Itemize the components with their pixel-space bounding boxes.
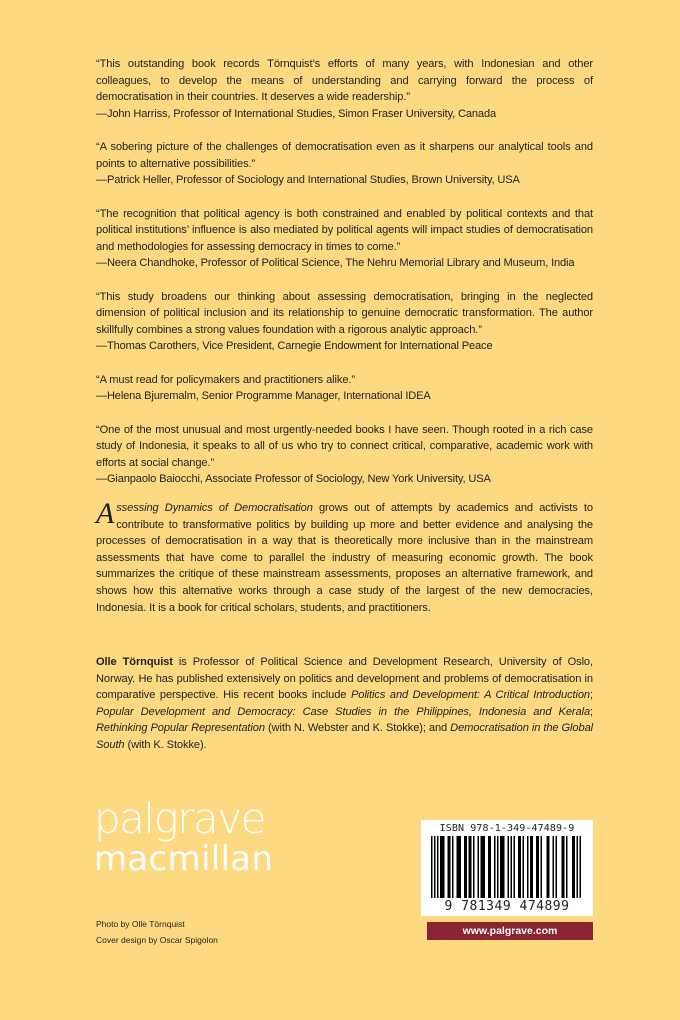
barcode-bar <box>452 836 454 898</box>
publisher-logo <box>94 794 274 879</box>
barcode-bar <box>541 836 543 898</box>
book-reference: Politics and Development: A Critical Introduction <box>350 689 591 702</box>
isbn-label: ISBN 978-1-349-47489-9 <box>439 823 575 834</box>
description-text: grows out of attempts by academics and activists to contribute to transformative politics by building up more and better evidence and analysing the processes of democratisation in a way that is theoretically more inclusive than in the mainstream assessments that have come to parallel the industry of measuring economic growth. The book summarizes the critique of these mainstream assessments, proposes an alternative framework, and shows how this alternative works through a case study of the largest of the new democracies, Indonesia. It is a book for critical scholars, students, and practitioners. <box>96 502 593 614</box>
endorsement-text: “The recognition that political agency is both constrained and enabled by political contexts and that political institutions’ influence is also mediated by political agents will impact studies of democratisation and methodologies for assessing democracy in times to come.” <box>96 207 593 253</box>
website-link[interactable]: www.palgrave.com <box>427 922 593 940</box>
barcode-bar <box>464 836 467 898</box>
barcode-bar <box>494 836 496 898</box>
barcode-bar <box>566 836 568 898</box>
barcode-bar <box>457 836 462 898</box>
endorsement-text: “A must read for policymakers and practitioners alike.” <box>96 373 356 386</box>
barcode-bar <box>580 836 582 898</box>
credits <box>96 916 218 948</box>
barcode-bars <box>429 836 585 898</box>
bio-text: (with N. Webster and K. Stokke); and <box>264 722 451 735</box>
bio-separator: ; <box>590 705 593 718</box>
barcode-bar <box>440 836 445 898</box>
book-reference: Rethinking Popular Representation <box>96 722 265 735</box>
barcode-bar <box>508 836 510 898</box>
barcode-bar <box>518 836 521 898</box>
endorsement-3 <box>96 206 593 272</box>
endorsement-text: “This study broadens our thinking about assessing democratisation, bringing in the neglected dimension of political inclusion and its relationship to genuine democratic transformation. The author skillfully combines a strong values foundation with a rigorous analytic approach.” <box>96 290 593 336</box>
bio-text: (with K. Stokke). <box>124 738 207 751</box>
barcode-bar <box>473 836 475 898</box>
drop-cap: A <box>96 497 115 530</box>
endorsement-attribution: —Helena Bjuremalm, Senior Programme Manager, International IDEA <box>96 390 431 402</box>
barcode-bar <box>572 836 575 898</box>
endorsement-attribution: —Gianpaolo Baiocchi, Associate Professor of Sociology, New York University, USA <box>96 473 491 485</box>
book-reference: Popular Development and Democracy: Case Studies in the Philippines, Indonesia and Kerala <box>96 705 591 718</box>
endorsement-2 <box>96 139 593 189</box>
book-description <box>96 497 593 616</box>
bio-separator: ; <box>590 689 593 702</box>
isbn-digits: 9 781349 474899 <box>444 899 570 914</box>
endorsement-5 <box>96 372 593 405</box>
barcode-bar <box>514 836 516 898</box>
barcode-bar <box>530 836 533 898</box>
barcode-bar <box>562 836 565 898</box>
endorsement-attribution: —Neera Chandhoke, Professor of Political Science, The Nehru Memorial Library and Museum, India <box>96 257 575 269</box>
design-credit: Cover design by Oscar Spigolon <box>96 935 218 945</box>
barcode-bar <box>478 836 480 898</box>
endorsement-text: “One of the most unusual and most urgently-needed books I have seen. Though rooted in a rich case study of Indonesia, it speaks to all of us who try to connect critical, comparative, academic work with efforts at social change.” <box>96 423 593 469</box>
barcode-bar <box>577 836 579 898</box>
barcode-bar <box>497 836 499 898</box>
endorsement-attribution: —Patrick Heller, Professor of Sociology and International Studies, Brown University, USA <box>96 174 520 186</box>
barcode-bar <box>511 836 513 898</box>
barcode-bar <box>556 836 558 898</box>
endorsement-4 <box>96 289 593 355</box>
barcode-bar <box>437 836 439 898</box>
logo-line-macmillan: macmillan <box>94 839 274 879</box>
barcode-bar <box>431 836 433 898</box>
barcode-bar <box>488 836 491 898</box>
barcode-bar <box>448 836 451 898</box>
barcode-bar <box>536 836 539 898</box>
endorsement-1 <box>96 56 593 122</box>
book-reference: Democratisation in the Global South <box>96 722 593 751</box>
barcode-bar <box>527 836 529 898</box>
endorsement-attribution: —John Harriss, Professor of International Studies, Simon Fraser University, Canada <box>96 107 496 120</box>
book-title: ssessing Dynamics of Democratisation <box>116 502 313 514</box>
barcode-bar <box>481 836 486 898</box>
barcode-bar <box>500 836 505 898</box>
endorsement-text: “A sobering picture of the challenges of democratisation even as it sharpens our analytical tools and points to alternative possibilities.” <box>96 141 593 170</box>
barcode-bar <box>547 836 550 898</box>
barcode-bar <box>434 836 436 898</box>
endorsement-text: “This outstanding book records Törnquist’s efforts of many years, with Indonesian and other colleagues, to develop the means of understanding and carrying forward the process of democratisation in their countries. It deserves a wide readership.” <box>96 58 593 103</box>
author-bio <box>96 654 593 754</box>
barcode-bar <box>553 836 555 898</box>
endorsements <box>96 56 593 504</box>
endorsement-attribution: —Thomas Carothers, Vice President, Carnegie Endowment for International Peace <box>96 340 493 352</box>
endorsement-6 <box>96 422 593 488</box>
bio-text: is Professor of Political Science and Development Research, University of Oslo, Norway. He has published extensively on politics and development and problems of democratisation in comparative perspective. His recent books include <box>96 656 593 702</box>
author-name: Olle Törnquist <box>96 656 173 668</box>
logo-line-palgrave: palgrave <box>94 794 265 843</box>
barcode <box>421 820 593 916</box>
photo-credit: Photo by Olle Törnquist <box>96 919 185 929</box>
barcode-bar <box>469 836 472 898</box>
barcode-bar <box>523 836 525 898</box>
